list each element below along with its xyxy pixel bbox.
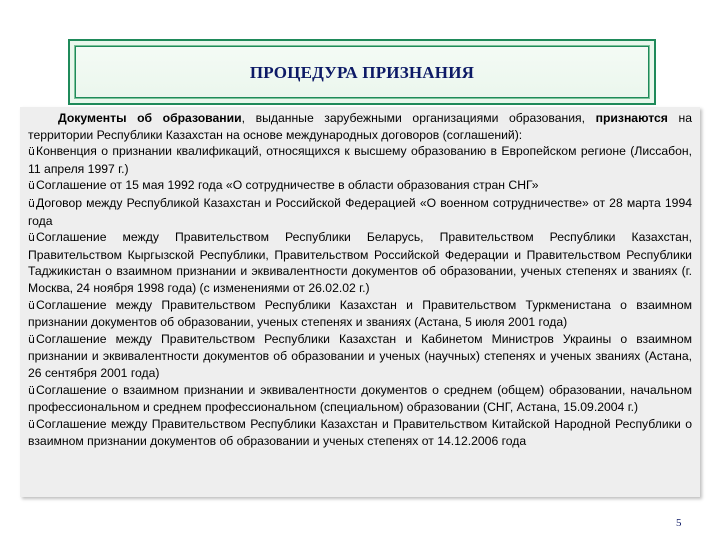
intro-bold-documents: Документы об образовании	[58, 111, 242, 125]
checkmark-icon: ü	[28, 231, 35, 245]
content-box	[20, 107, 700, 497]
checkmark-icon: ü	[28, 417, 35, 431]
list-item	[28, 229, 692, 296]
checkmark-icon: ü	[28, 179, 35, 193]
checkmark-icon: ü	[28, 383, 35, 397]
list-item	[28, 331, 692, 382]
list-item-text: Соглашение от 15 мая 1992 года «О сотрудничестве в области образования стран СНГ»	[35, 178, 539, 193]
list-item-text: Договор между Республикой Казахстан и Российской Федерацией «О военном сотрудничестве» от 28 марта 1994 года	[28, 195, 692, 228]
list-item-text: Соглашение между Правительством Республики Беларусь, Правительством Республики Казахстан, Правительством Кыргызской Республики, Правительством Российской Федерации и Правительством Республики Таджикистан о взаимном признании и эквивалентности документов об образовании, ученых степенях и званиях (г. Москва, 24 ноября 1998 года) (с изменениями от 26.02.02 г.)	[28, 230, 692, 295]
list-item	[28, 416, 692, 450]
list-item-text: Соглашение между Правительством Республики Казахстан и Кабинетом Министров Украины о взаимном признании и эквивалентности документов об образовании и ученых (научных) степенях и ученых званиях (Астана, 26 сентября 2001 года)	[28, 331, 692, 380]
slide-title: ПРОЦЕДУРА ПРИЗНАНИЯ	[249, 63, 475, 82]
list-item	[28, 143, 692, 177]
list-item	[28, 177, 692, 195]
checkmark-icon: ü	[28, 298, 35, 312]
list-item-text: Соглашение между Правительством Республики Казахстан и Правительством Туркменистана о взаимном признании документов об образовании, ученых степенях и званиях (Астана, 5 июля 2001 года)	[28, 297, 692, 330]
checkmark-icon: ü	[28, 332, 35, 346]
intro-rest-text: на территории Республики Казахстан на основе международных договоров (соглашений):	[28, 111, 692, 142]
checkmark-icon: ü	[28, 196, 35, 210]
list-item	[28, 195, 692, 229]
intro-paragraph	[28, 110, 692, 143]
list-item-text: Соглашение между Правительством Республики Казахстан и Правительством Китайской Народной Республики о взаимном признании документов об образовании и ученых степенях от 14.12.2006 года	[28, 416, 692, 449]
page-number: 5	[676, 517, 682, 529]
list-item	[28, 297, 692, 331]
title-frame	[68, 39, 656, 105]
list-item-text: Соглашение о взаимном признании и эквивалентности документов о среднем (общем) образовании, начальном профессиональном и среднем профессиональном (специальном) образовании (СНГ, Астана, 15.09.2004 г.)	[28, 382, 692, 415]
list-item	[28, 382, 692, 416]
intro-bold-recognized: признаются	[595, 111, 668, 125]
intro-mid-text: , выданные зарубежными организациями образования,	[241, 111, 596, 125]
checkmark-icon: ü	[28, 145, 35, 159]
list-item-text: Конвенция о признании квалификаций, относящихся к высшему образованию в Европейском регионе (Лиссабон, 11 апреля 1997 г.)	[28, 144, 692, 176]
